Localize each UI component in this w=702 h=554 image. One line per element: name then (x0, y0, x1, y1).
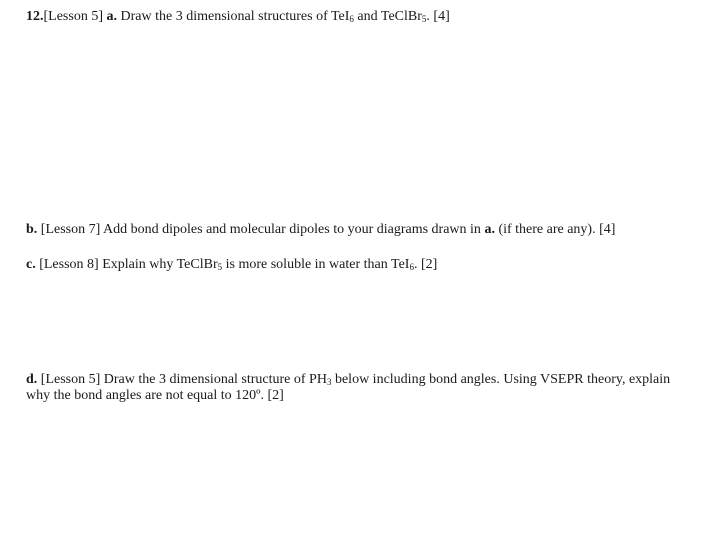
question-text: Draw the 3 dimensional structures of TeI (117, 9, 350, 24)
question-text: is more soluble in water than TeI (222, 257, 410, 272)
part-label-b: b. (26, 222, 38, 237)
question-text: and TeClBr (353, 9, 422, 24)
question-text: [Lesson 7] Add bond dipoles and molecular dipoles to your diagrams drawn in (37, 222, 485, 237)
question-text: [Lesson 5] Draw the 3 dimensional structure of PH (37, 372, 327, 387)
part-reference: a. (484, 222, 495, 237)
subscript: 5 (421, 14, 427, 24)
question-text: below including bond angles. Using VSEPR theory, explain why the bond angles are not equal to 120º. [2] (26, 372, 671, 403)
question-text: . [2] (413, 257, 438, 272)
lesson-tag: [Lesson 5] (43, 9, 107, 24)
question-number: 12. (26, 9, 44, 24)
part-label-c: c. (26, 257, 36, 272)
subscript: 6 (409, 262, 414, 272)
question-12-part-a (26, 9, 678, 25)
question-part-b (26, 222, 678, 238)
question-text: (if there are any). [4] (494, 222, 616, 237)
part-label-d: d. (26, 372, 38, 387)
subscript: 3 (326, 377, 332, 387)
subscript: 6 (349, 14, 354, 24)
part-label-a: a. (106, 9, 117, 24)
subscript: 5 (217, 262, 223, 272)
question-text: [Lesson 8] Explain why TeClBr (35, 257, 218, 272)
question-part-d (26, 372, 678, 404)
question-text: . [4] (426, 9, 450, 24)
question-part-c (26, 257, 678, 273)
